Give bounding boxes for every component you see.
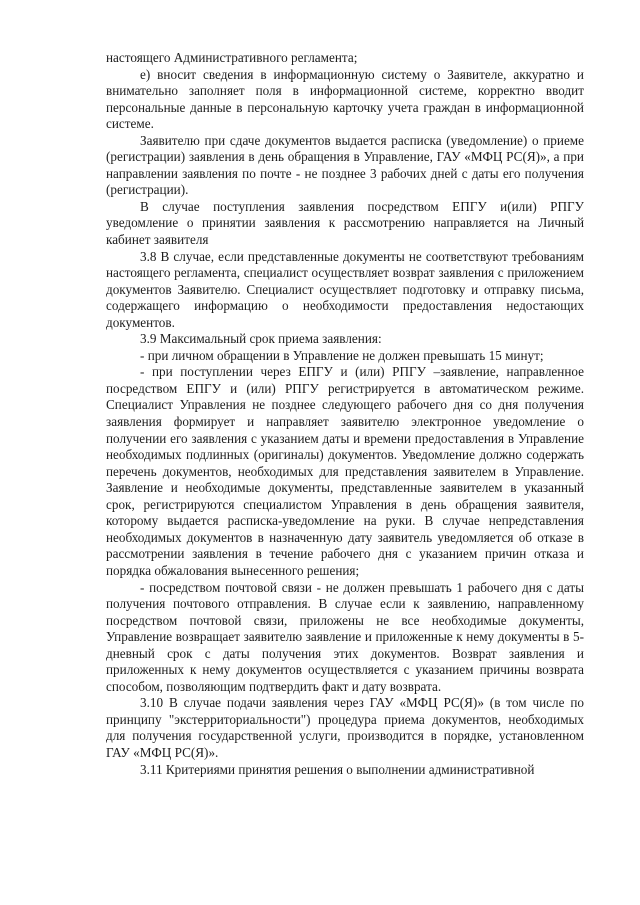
paragraph-item-e-data-entry: е) вносит сведения в информационную систему о Заявителе, аккуратно и внимательно заполняет поля в информационной системе, корректно вводит персональные данные в персональную карточку учета граждан в информационной системе. bbox=[106, 66, 584, 132]
paragraph-clause-3-8: 3.8 В случае, если представленные документы не соответствуют требованиям настоящего регламента, специалист осуществляет возврат заявления с приложением документов Заявителю. Специалист осуществляет подготовку и отправку письма, содержащего информацию о необходимости предоставления недостающих документов. bbox=[106, 248, 584, 330]
paragraph-epgu-notification: В случае поступления заявления посредством ЕПГУ и(или) РПГУ уведомление о принятии заявления к рассмотрению направляется на Личный кабинет заявителя bbox=[106, 198, 584, 248]
paragraph-receipt-issuance: Заявителю при сдаче документов выдается расписка (уведомление) о приеме (регистрации) заявления в день обращения в Управление, ГАУ «МФЦ РС(Я)», а при направлении заявления по почте - не позднее 3 рабочих дней с даты его получения (регистрации). bbox=[106, 132, 584, 198]
paragraph-personal-visit-term: - при личном обращении в Управление не должен превышать 15 минут; bbox=[140, 347, 544, 363]
paragraph-clause-3-9-heading: 3.9 Максимальный срок приема заявления: bbox=[140, 331, 382, 347]
paragraph-epgu-submission-term: - при поступлении через ЕПГУ и (или) РПГУ –заявление, направленное посредством ЕПГУ и (или) РПГУ регистрируется в автоматическом режиме. Специалист Управления не позднее следующего рабочего дня со дня получения заявления формирует и направляет заявителю электронное уведомление о получении его заявления с указанием даты и времени предоставления в Управление необходимых подлинных (оригиналы) документов. Уведомление должно содержать перечень документов, необходимых для представления заявителем в Управление. Заявление и необходимые документы, представленные заявителем в указанный срок, регистрируются специалистом Управления в день обращения заявителя, которому выдается расписка-уведомление на руки. В случае непредставления необходимых документов в назначенную дату заявитель уведомляется об отказе в рассмотрении заявления в течение рабочего дня с указанием причин отказа и порядка обжалования вынесенного решения; bbox=[106, 364, 584, 578]
paragraph-regulation-continuation: настоящего Административного регламента; bbox=[106, 50, 358, 65]
paragraph-clause-3-11: 3.11 Критериями принятия решения о выполнении административной bbox=[140, 761, 535, 777]
paragraph-clause-3-10: 3.10 В случае подачи заявления через ГАУ «МФЦ РС(Я)» (в том числе по принципу "экстерриториальности") процедура приема документов, необходимых для получения государственной услуги, производится в порядке, установленном ГАУ «МФЦ РС(Я)». bbox=[106, 695, 584, 760]
paragraph-postal-submission-term: - посредством почтовой связи - не должен превышать 1 рабочего дня с даты получения почтового отправления. В случае если к заявлению, направленному посредством почтовой связи, приложены не все необходимые документы, Управление возвращает заявителю заявление и приложенные к нему документы в 5-дневный срок с даты получения этих документов. Возврат заявления и приложенных к нему документов осуществляется с указанием причины возврата способом, позволяющим подтвердить факт и дату возврата. bbox=[106, 579, 584, 694]
